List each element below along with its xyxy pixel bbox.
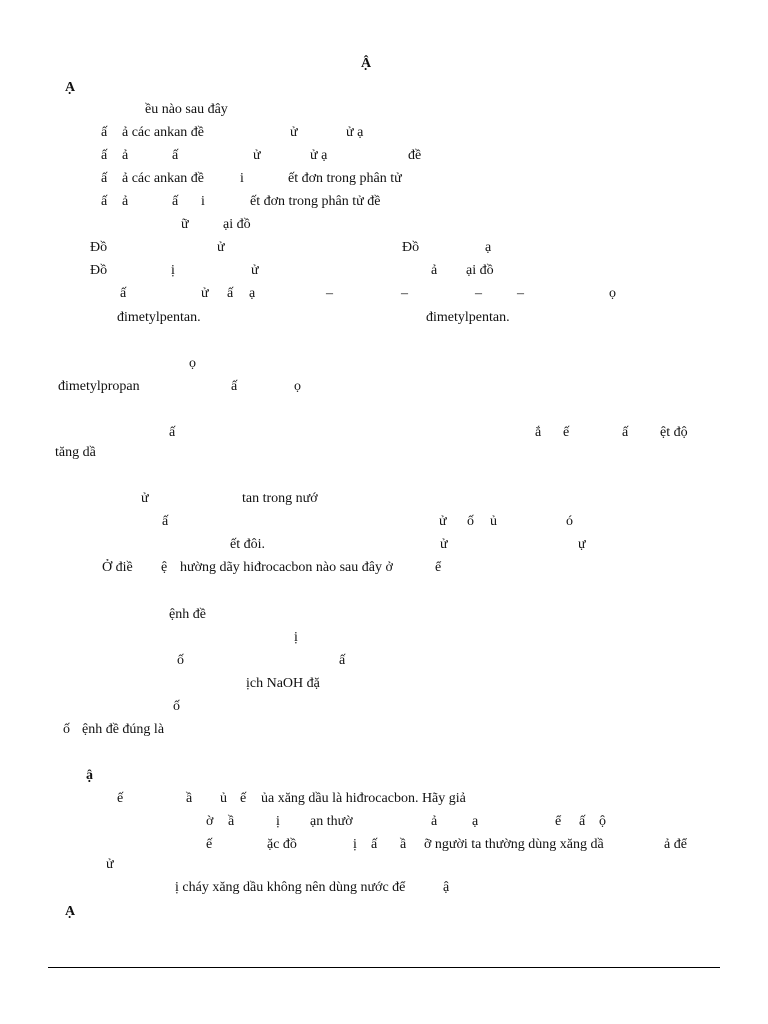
text-fragment: tan trong nướ xyxy=(242,491,318,506)
text-fragment: ố xyxy=(63,722,70,737)
text-fragment: ệnh đề xyxy=(169,607,206,622)
text-fragment: ử xyxy=(141,491,149,506)
text-fragment: ọ xyxy=(609,286,616,301)
text-fragment: ả các ankan đề xyxy=(122,125,204,140)
text-fragment: ấ xyxy=(227,286,234,301)
text-fragment: ờ xyxy=(206,814,214,829)
text-fragment: ặc đồ xyxy=(267,837,297,852)
text-fragment: Đồ xyxy=(90,240,108,255)
text-fragment: – xyxy=(401,286,408,301)
text-fragment: Ở điề xyxy=(102,560,133,575)
text-fragment: tăng dầ xyxy=(55,445,96,460)
text-fragment: Đồ xyxy=(402,240,420,255)
section-heading: Ạ xyxy=(65,80,76,95)
text-fragment: ử xyxy=(201,286,209,301)
text-fragment: ả xyxy=(122,148,129,163)
text-fragment: ậ xyxy=(443,880,450,895)
text-fragment: ạ xyxy=(485,240,492,255)
text-fragment: ủ xyxy=(220,791,227,806)
text-fragment: ều nào sau đây xyxy=(145,102,228,117)
footer-divider xyxy=(48,967,720,968)
text-fragment: ấ xyxy=(120,286,127,301)
text-fragment: ịch NaOH đặ xyxy=(246,676,320,691)
text-fragment: ử ạ xyxy=(310,148,328,163)
text-fragment: ộ xyxy=(599,814,606,829)
text-fragment: ữ xyxy=(181,217,189,232)
text-fragment: ại đồ xyxy=(466,263,494,278)
text-fragment: – xyxy=(475,286,482,301)
text-fragment: ế xyxy=(117,791,124,806)
text-fragment: ết đôi. xyxy=(230,537,265,552)
text-fragment: ầ xyxy=(186,791,193,806)
text-fragment: ấ xyxy=(579,814,586,829)
text-fragment: ấ xyxy=(101,171,108,186)
text-fragment: ả xyxy=(122,194,129,209)
text-fragment: ấ xyxy=(622,425,629,440)
text-fragment: ầ xyxy=(400,837,407,852)
text-fragment: đề xyxy=(408,148,422,163)
text-fragment: ấ xyxy=(339,653,346,668)
text-fragment: ử ạ xyxy=(346,125,364,140)
text-fragment: ả xyxy=(431,263,438,278)
text-fragment: ị xyxy=(171,263,175,278)
text-fragment: ọ xyxy=(189,356,196,371)
text-fragment: ử xyxy=(217,240,225,255)
text-fragment: ấ xyxy=(172,194,179,209)
text-fragment: hường dãy hiđrocacbon nào sau đây ở xyxy=(180,560,393,575)
section-heading: ậ xyxy=(86,768,93,783)
text-fragment: ệt độ xyxy=(660,425,688,440)
text-fragment: ọ xyxy=(294,379,301,394)
text-fragment: i xyxy=(240,171,244,186)
text-fragment: ỡ người ta thường dùng xăng dầ xyxy=(424,837,604,852)
text-fragment: ết đơn trong phân tử đề xyxy=(250,194,381,209)
text-fragment: ả các ankan đề xyxy=(122,171,204,186)
text-fragment: ạn thườ xyxy=(310,814,353,829)
text-fragment: ố xyxy=(173,699,180,714)
text-fragment: ự xyxy=(578,537,586,552)
text-fragment: ế xyxy=(563,425,570,440)
text-fragment: ầ xyxy=(228,814,235,829)
text-fragment: ử xyxy=(251,263,259,278)
text-fragment: ệ xyxy=(161,560,168,575)
text-fragment: ị xyxy=(294,630,298,645)
text-fragment: Đồ xyxy=(90,263,108,278)
text-fragment: ấ xyxy=(162,514,169,529)
text-fragment: ủ xyxy=(490,514,497,529)
text-fragment: ử xyxy=(106,857,114,872)
text-fragment: ấ xyxy=(101,194,108,209)
text-fragment: ố xyxy=(177,653,184,668)
text-fragment: đimetylpropan xyxy=(58,379,140,394)
text-fragment: ị xyxy=(353,837,357,852)
text-fragment: ấ xyxy=(101,148,108,163)
text-fragment: ấ xyxy=(371,837,378,852)
text-fragment: ả để xyxy=(664,837,687,852)
text-fragment: ạ xyxy=(249,286,256,301)
text-fragment: ó xyxy=(566,514,573,529)
text-fragment: ố xyxy=(467,514,474,529)
text-fragment: i xyxy=(201,194,205,209)
text-fragment: ệnh đề đúng là xyxy=(82,722,165,737)
text-fragment: ử xyxy=(253,148,261,163)
text-fragment: – xyxy=(326,286,333,301)
text-fragment: ấ xyxy=(169,425,176,440)
text-fragment: – xyxy=(517,286,524,301)
text-fragment: ể xyxy=(555,814,562,829)
page-title: Ậ xyxy=(361,56,372,71)
text-fragment: ấ xyxy=(172,148,179,163)
text-fragment: đimetylpentan. xyxy=(426,310,510,325)
text-fragment: ấ xyxy=(231,379,238,394)
text-fragment: ử xyxy=(439,514,447,529)
text-fragment: ạ xyxy=(472,814,479,829)
text-fragment: ả xyxy=(431,814,438,829)
text-fragment: ủa xăng dầu là hiđrocacbon. Hãy giả xyxy=(261,791,466,806)
text-fragment: ể xyxy=(435,560,442,575)
text-fragment: ại đồ xyxy=(223,217,251,232)
text-fragment: ị xyxy=(276,814,280,829)
text-fragment: ấ xyxy=(101,125,108,140)
text-fragment: ế xyxy=(206,837,213,852)
text-fragment: ị cháy xăng dầu không nên dùng nước để xyxy=(175,880,406,895)
text-fragment: ử xyxy=(290,125,298,140)
text-fragment: ắ xyxy=(535,425,542,440)
text-fragment: đimetylpentan. xyxy=(117,310,201,325)
text-fragment: ử xyxy=(440,537,448,552)
section-heading: Ạ xyxy=(65,904,76,919)
text-fragment: ế xyxy=(240,791,247,806)
text-fragment: ết đơn trong phân tử xyxy=(288,171,402,186)
